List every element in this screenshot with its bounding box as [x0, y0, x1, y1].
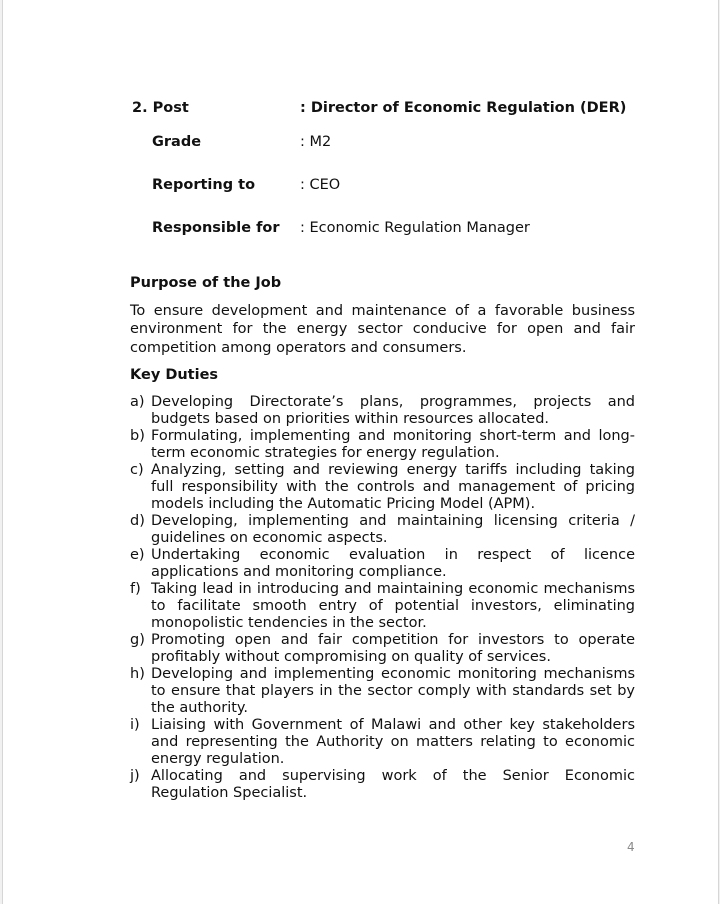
grade-label: Grade [152, 134, 202, 150]
duty-text: Taking lead in introducing and maintaining economic mechanisms to facilitate smooth entry of potential investors, eliminating monopolistic tendencies in the sector. [151, 581, 635, 631]
duty-item [130, 666, 635, 717]
post-value: : Director of Economic Regulation (DER) [300, 100, 627, 116]
duty-item [130, 462, 635, 513]
duty-item [130, 768, 635, 802]
post-label: 2. Post [132, 100, 189, 116]
duty-item [130, 547, 635, 581]
duty-item [130, 581, 635, 632]
duty-item [130, 513, 635, 547]
duty-marker: f) [130, 581, 141, 597]
duty-text: Developing Directorate’s plans, programmes, projects and budgets based on priorities within resources allocated. [151, 394, 635, 427]
duty-text: Promoting open and fair competition for investors to operate profitably without compromising on quality of services. [151, 632, 635, 665]
purpose-text: To ensure development and maintenance of a favorable business environment for the energy sector conducive for open and fair competition among operators and consumers. [130, 303, 635, 356]
key-duties-heading: Key Duties [130, 367, 219, 383]
duty-marker: g) [130, 632, 145, 648]
duty-text: Undertaking economic evaluation in respect of licence applications and monitoring compliance. [151, 547, 635, 580]
duty-marker: b) [130, 428, 145, 444]
duty-item [130, 632, 635, 666]
duty-text: Formulating, implementing and monitoring short-term and long-term economic strategies for energy regulation. [151, 428, 635, 461]
duty-text: Liaising with Government of Malawi and other key stakeholders and representing the Authority on matters relating to economic energy regulation. [151, 717, 635, 767]
duty-item [130, 717, 635, 768]
duty-text: Analyzing, setting and reviewing energy tariffs including taking full responsibility with the controls and management of pricing models including the Automatic Pricing Model (APM). [151, 462, 635, 512]
duty-marker: c) [130, 462, 144, 478]
reporting-label: Reporting to [152, 177, 256, 193]
responsible-value: : Economic Regulation Manager [300, 220, 530, 236]
duty-marker: a) [130, 394, 145, 410]
duty-text: Developing, implementing and maintaining licensing criteria / guidelines on economic aspects. [151, 513, 635, 546]
duty-marker: i) [130, 717, 140, 733]
duty-marker: d) [130, 513, 145, 529]
duty-marker: j) [130, 768, 140, 784]
reporting-value: : CEO [300, 177, 341, 193]
duty-item [130, 428, 635, 462]
grade-value: : M2 [300, 134, 332, 150]
key-duties-list [130, 394, 635, 802]
duty-text: Developing and implementing economic monitoring mechanisms to ensure that players in the sector comply with standards set by the authority. [151, 666, 635, 716]
duty-marker: h) [130, 666, 145, 682]
duty-item [130, 394, 635, 428]
page-number: 4 [627, 840, 635, 854]
responsible-label: Responsible for [152, 220, 280, 236]
duty-text: Allocating and supervising work of the Senior Economic Regulation Specialist. [151, 768, 635, 801]
document-page [2, 0, 719, 904]
purpose-heading: Purpose of the Job [130, 275, 282, 291]
duty-marker: e) [130, 547, 145, 563]
